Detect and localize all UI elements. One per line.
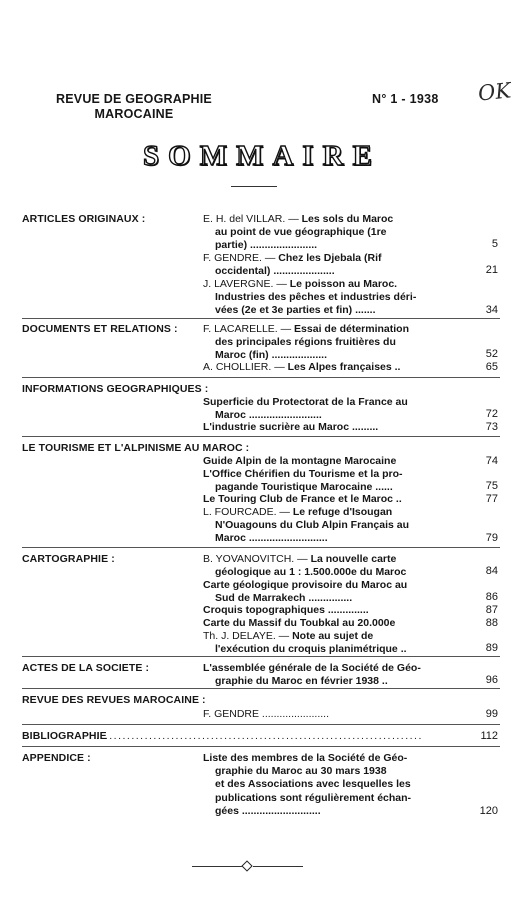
title-underline: [231, 186, 277, 187]
section-label: DOCUMENTS ET RELATIONS :: [22, 323, 178, 335]
page-number: 88: [485, 617, 498, 629]
toc-entry[interactable]: E. H. del VILLAR. — Les sols du Maroc au point de vue géographique (1re partie) .......................: [203, 213, 394, 252]
page-number: 75: [485, 480, 498, 492]
section-divider: [22, 724, 500, 725]
end-rule-left: [192, 866, 242, 867]
section-label: APPENDICE :: [22, 752, 91, 764]
page-number: 77: [485, 493, 498, 505]
toc-entry[interactable]: F. GENDRE. — Chez les Djebala (Rif occidental) .....................: [203, 252, 382, 278]
page-number: 72: [485, 408, 498, 420]
toc-entry[interactable]: Croquis topographiques ..............: [203, 604, 369, 616]
page-number: 89: [485, 642, 498, 654]
section-label: REVUE DES REVUES MAROCAINE :: [22, 694, 206, 706]
toc-entry[interactable]: Carte du Massif du Toubkal au 20.000e: [203, 617, 396, 629]
toc-entry[interactable]: Liste des membres de la Société de Géo- graphie du Maroc au 30 mars 1938 et des Associations avec lesquelles les publications sont régulièrement échan- gées ...........................: [203, 752, 412, 817]
page-number: 87: [485, 604, 498, 616]
toc-entry[interactable]: J. LAVERGNE. — Le poisson au Maroc. Industries des pêches et industries déri- vées (2e et 3e parties et fin) .......: [203, 278, 417, 317]
toc-entry[interactable]: L'Office Chérifien du Tourisme et la pro- pagande Touristique Marocaine ......: [203, 468, 403, 494]
handwritten-note: OK: [476, 78, 513, 106]
page-number: 120: [479, 805, 498, 817]
page-number: 74: [485, 455, 498, 467]
page-number: 5: [491, 238, 498, 250]
page-title: SOMMAIRE: [143, 140, 381, 172]
toc-entry[interactable]: B. YOVANOVITCH. — La nouvelle carte géologique au 1 : 1.500.000e du Maroc: [203, 553, 407, 579]
section-divider: [22, 547, 500, 548]
journal-title-line2: MAROCAINE: [94, 107, 174, 121]
section-label: LE TOURISME ET L'ALPINISME AU MAROC :: [22, 442, 250, 454]
page-number: 73: [485, 421, 498, 433]
toc-entry[interactable]: Le Touring Club de France et le Maroc ..: [203, 493, 402, 505]
page-number: 52: [485, 348, 498, 360]
leader-dots: ..........................................................................: [96, 730, 423, 742]
section-divider: [22, 656, 500, 657]
page-number: 84: [485, 565, 498, 577]
journal-title-line1: REVUE DE GEOGRAPHIE: [56, 92, 212, 106]
page-number: 65: [485, 361, 498, 373]
section-divider: [22, 688, 500, 689]
section-label: BIBLIOGRAPHIE: [22, 730, 107, 742]
end-rule-right: [253, 866, 303, 867]
toc-entry[interactable]: Carte géologique provisoire du Maroc au Sud de Marrakech ...............: [203, 579, 408, 605]
section-divider: [22, 746, 500, 747]
toc-entry[interactable]: L'assemblée générale de la Société de Géo- graphie du Maroc en février 1938 ..: [203, 662, 421, 688]
section-label: INFORMATIONS GEOGRAPHIQUES :: [22, 383, 209, 395]
toc-entry[interactable]: L. FOURCADE. — Le refuge d'Isougan N'Ouagouns du Club Alpin Français au Maroc ...........................: [203, 506, 410, 545]
section-label: CARTOGRAPHIE :: [22, 553, 115, 565]
section-divider: [22, 318, 500, 319]
toc-entry[interactable]: F. LACARELLE. — Essai de détermination des principales régions fruitières du Maroc (fin) ...................: [203, 323, 409, 362]
section-label: ACTES DE LA SOCIETE :: [22, 662, 150, 674]
toc-entry[interactable]: A. CHOLLIER. — Les Alpes françaises ..: [203, 361, 401, 373]
toc-entry[interactable]: Th. J. DELAYE. — Note au sujet de l'exécution du croquis planimétrique ..: [203, 630, 407, 656]
page-number: 21: [485, 264, 498, 276]
issue-number: N° 1 - 1938: [372, 92, 439, 106]
toc-entry[interactable]: Guide Alpin de la montagne Marocaine: [203, 455, 397, 467]
page-number: 86: [485, 591, 498, 603]
page-number: 112: [480, 730, 498, 742]
toc-entry[interactable]: F. GENDRE .......................: [203, 708, 330, 720]
section-divider: [22, 377, 500, 378]
page-number: 99: [485, 708, 498, 720]
page-number: 96: [485, 674, 498, 686]
section-label: ARTICLES ORIGINAUX :: [22, 213, 146, 225]
toc-entry[interactable]: Superficie du Protectorat de la France au Maroc .........................: [203, 396, 408, 422]
page-number: 34: [485, 304, 498, 316]
journal-title: [44, 92, 224, 122]
page-number: 79: [485, 532, 498, 544]
diamond-ornament-icon: [241, 860, 252, 871]
toc-entry[interactable]: L'industrie sucrière au Maroc .........: [203, 421, 379, 433]
section-divider: [22, 436, 500, 437]
